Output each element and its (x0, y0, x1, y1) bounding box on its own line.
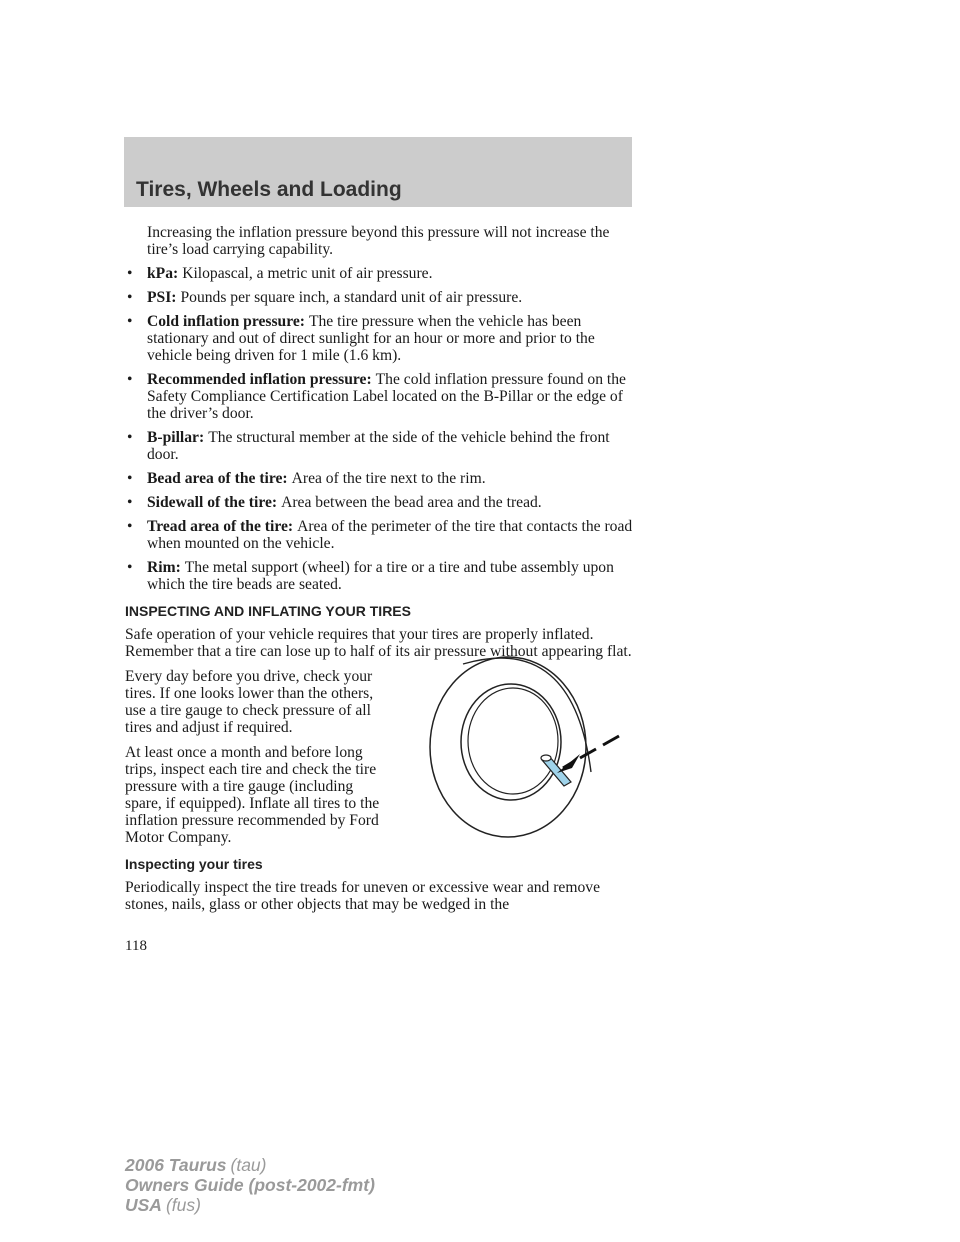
definition-text: The tire pressure when the vehicle has been stationary and out of direct sunlight for an hour or more and prior to the vehicle being driven for 1 mile (1.6 km). (147, 313, 595, 364)
footer-guide: Owners Guide (post-2002-fmt) (125, 1175, 375, 1195)
definition-text: The structural member at the side of the vehicle behind the front door. (147, 429, 610, 463)
definition-term: Sidewall of the tire: (147, 494, 278, 511)
footer-model-code: (tau) (230, 1155, 267, 1175)
paragraph-monthly: At least once a month and before long trips, inspect each tire and check the tire pressure with a tire gauge (including spare, if equipped). Inflate all tires to the inflation pressure recommended by Ford Motor Company. (125, 744, 380, 846)
bullet: • (127, 518, 133, 535)
bullet: • (127, 313, 133, 330)
list-item (125, 518, 640, 552)
definition-term: Bead area of the tire: (147, 470, 288, 487)
paragraph-inspect: Periodically inspect the tire treads for uneven or excessive wear and remove stones, nails, glass or other objects that may be wedged in the (125, 879, 600, 913)
definition-text: The metal support (wheel) for a tire or a tire and tube assembly upon which the tire beads are seated. (147, 559, 614, 593)
bullet: • (127, 494, 133, 511)
footer-market-code: (fus) (165, 1195, 201, 1215)
tire-tread-edge (463, 658, 591, 772)
paragraph-every-day: Every day before you drive, check your tires. If one looks lower than the others, use a tire gauge to check pressure of all tires and adjust if required. (125, 668, 374, 736)
definition-term: kPa: (147, 265, 179, 282)
footer-line-model (125, 1155, 375, 1175)
footer-model: 2006 Taurus (125, 1155, 227, 1175)
definition-term: PSI: (147, 289, 177, 306)
list-item (125, 313, 640, 364)
valve-stem-icon (541, 755, 571, 786)
definition-text: Area of the perimeter of the tire that contacts the road when mounted on the vehicle. (147, 518, 633, 552)
definition-term: Tread area of the tire: (147, 518, 294, 535)
section-title: Tires, Wheels and Loading (136, 178, 402, 201)
bullet: • (127, 559, 133, 576)
list-item (125, 371, 640, 422)
list-item (125, 265, 640, 282)
definition-text: Pounds per square inch, a standard unit of air pressure. (180, 289, 523, 306)
rim-inner (468, 688, 558, 794)
tire-valve-illustration (423, 642, 633, 842)
definition-term: Rim: (147, 559, 181, 576)
bullet: • (127, 289, 133, 306)
list-item (125, 559, 640, 593)
definition-text: Area between the bead area and the tread. (281, 494, 542, 511)
footer-market: USA (125, 1195, 162, 1215)
document-footer (125, 1155, 375, 1215)
definition-text: Area of the tire next to the rim. (291, 470, 486, 487)
page-number: 118 (125, 938, 147, 954)
definition-term: B-pillar: (147, 429, 205, 446)
bullet: • (127, 470, 133, 487)
section-heading: INSPECTING AND INFLATING YOUR TIRES (125, 603, 411, 619)
definition-text: The cold inflation pressure found on the Safety Compliance Certification Label located on the B-Pillar or the edge of the driver’s door. (147, 371, 626, 422)
footer-line-market (125, 1195, 375, 1215)
arrow-pointer-icon (557, 736, 619, 773)
definition-term: Cold inflation pressure: (147, 313, 305, 330)
bullet: • (127, 371, 133, 388)
definition-text: Kilopascal, a metric unit of air pressure. (182, 265, 433, 282)
list-item (125, 289, 640, 306)
subheading-inspecting: Inspecting your tires (125, 856, 263, 872)
list-item (125, 470, 640, 487)
rim-outer (461, 684, 561, 800)
list-item (125, 494, 640, 511)
paragraph-safe-operation: Safe operation of your vehicle requires that your tires are properly inflated. Remember that a tire can lose up to half of its air pressure without appearing flat. (125, 626, 632, 660)
list-item (125, 429, 640, 463)
definition-term: Recommended inflation pressure: (147, 371, 372, 388)
lead-paragraph: Increasing the inflation pressure beyond this pressure will not increase the tire’s load carrying capability. (147, 224, 610, 258)
bullet: • (127, 265, 133, 282)
bullet: • (127, 429, 133, 446)
definition-list (125, 265, 640, 593)
